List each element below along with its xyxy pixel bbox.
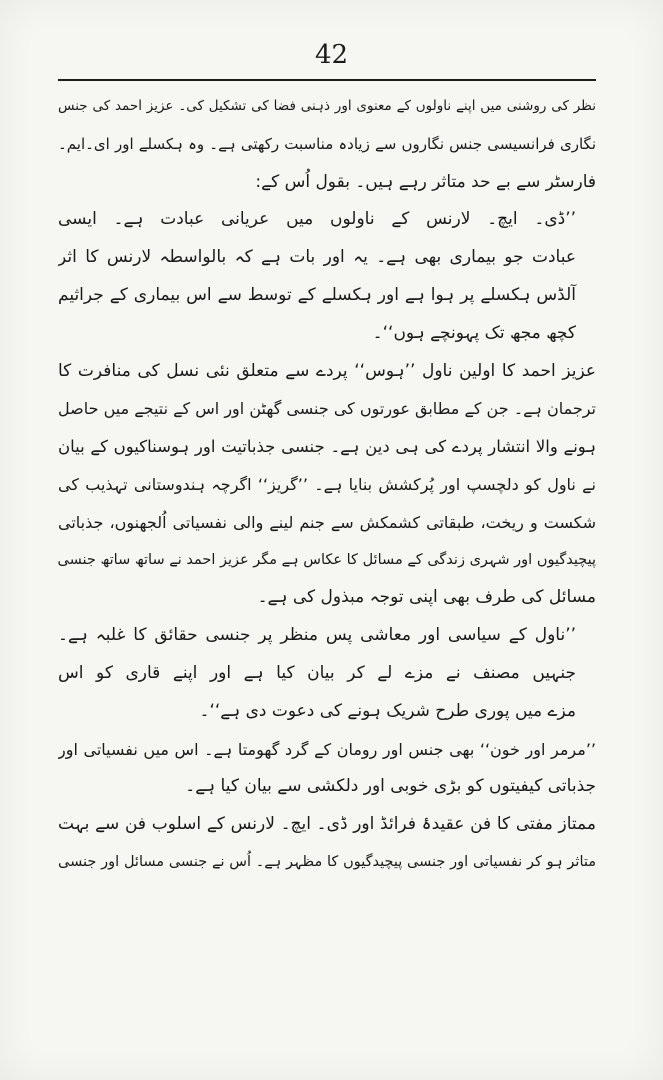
text-line: نظر کی روشنی میں اپنے ناولوں کے معنوی اور ذہنی فضا کی تشکیل کی۔ عزیز احمد کی جنس bbox=[58, 98, 596, 114]
body-text bbox=[58, 88, 596, 882]
text-line: مسائل کی طرف بھی اپنی توجہ مبذول کی ہے۔ bbox=[257, 587, 596, 608]
header-rule bbox=[58, 79, 596, 81]
page-number: 42 bbox=[314, 40, 349, 70]
text-line: نگاری فرانسیسی جنس نگاروں سے زیادہ مناسبت رکھتی ہے۔ وہ ہکسلے اور ای۔ایم۔ bbox=[58, 134, 596, 153]
text-line: نے ناول کو دلچسپ اور پُرکشش بنایا ہے۔ ’’گریز‘‘ اگرچہ ہندوستانی تہذیب کی bbox=[58, 474, 596, 494]
quote-line: جنہیں مصنف نے مزے لے کر بیان کیا ہے اور اپنے قاری کو اس bbox=[58, 662, 576, 683]
text-line: ترجمان ہے۔ جن کے مطابق عورتوں کی جنسی گھٹن اور اس کے نتیجے میں حاصل bbox=[58, 399, 596, 419]
text-line: جذباتی کیفیتوں کو بڑی خوبی اور دلکشی سے بیان کیا ہے۔ bbox=[185, 776, 596, 797]
text-line: فارسٹر سے بے حد متاثر رہے ہیں۔ بقول اُس کے: bbox=[255, 171, 596, 192]
text-line: ممتاز مفتی کا فن عقیدۂ فرائڈ اور ڈی۔ ایچ۔ لارنس کے اسلوب فن سے بہت bbox=[58, 814, 596, 835]
quote-line: کچھ مجھ تک پہونچے ہوں‘‘۔ bbox=[372, 322, 576, 343]
quote-line: عبادت جو بیماری بھی ہے۔ یہ اور بات ہے کہ بالواسطہ لارنس کا اثر bbox=[58, 247, 576, 268]
text-line: شکست و ریخت، طبقاتی کشمکش سے جنم لینے والی نفسیاتی اُلجھنوں، جذباتی bbox=[58, 512, 596, 532]
text-line: متاثر ہو کر نفسیاتی اور جنسی پیچیدگیوں کا مظہر ہے۔ اُس نے جنسی مسائل اور جنسی bbox=[58, 853, 596, 870]
text-line: پیچیدگیوں اور شہری زندگی کے مسائل کا عکاس ہے مگر عزیز احمد نے ساتھ ساتھ جنسی bbox=[58, 551, 596, 568]
quote-line: مزے میں پوری طرح شریک ہونے کی دعوت دی ہے‘‘۔ bbox=[199, 700, 576, 721]
text-line: ’’مرمر اور خون‘‘ بھی جنس اور رومان کے گرد گھومتا ہے۔ اس میں نفسیاتی اور bbox=[58, 739, 596, 759]
text-line: عزیز احمد کا اولین ناول ’’ہوس‘‘ پردے سے متعلق نئی نسل کی منافرت کا bbox=[58, 360, 596, 381]
quote-line: ’’ناول کے سیاسی اور معاشی پس منظر پر جنسی حقائق کا غلبہ ہے۔ bbox=[58, 625, 576, 646]
quote-line: آلڈس ہکسلے پر ہوا ہے اور ہکسلے کے توسط سے اس بیماری کے جراثیم bbox=[58, 284, 576, 305]
quote-line: ’’ڈی۔ ایچ۔ لارنس کے ناولوں میں عریانی عبادت ہے۔ ایسی bbox=[58, 209, 576, 230]
text-line: ہونے والا انتشار پردے کی ہی دین ہے۔ جنسی جذباتیت اور ہوسناکیوں کے بیان bbox=[58, 437, 596, 457]
